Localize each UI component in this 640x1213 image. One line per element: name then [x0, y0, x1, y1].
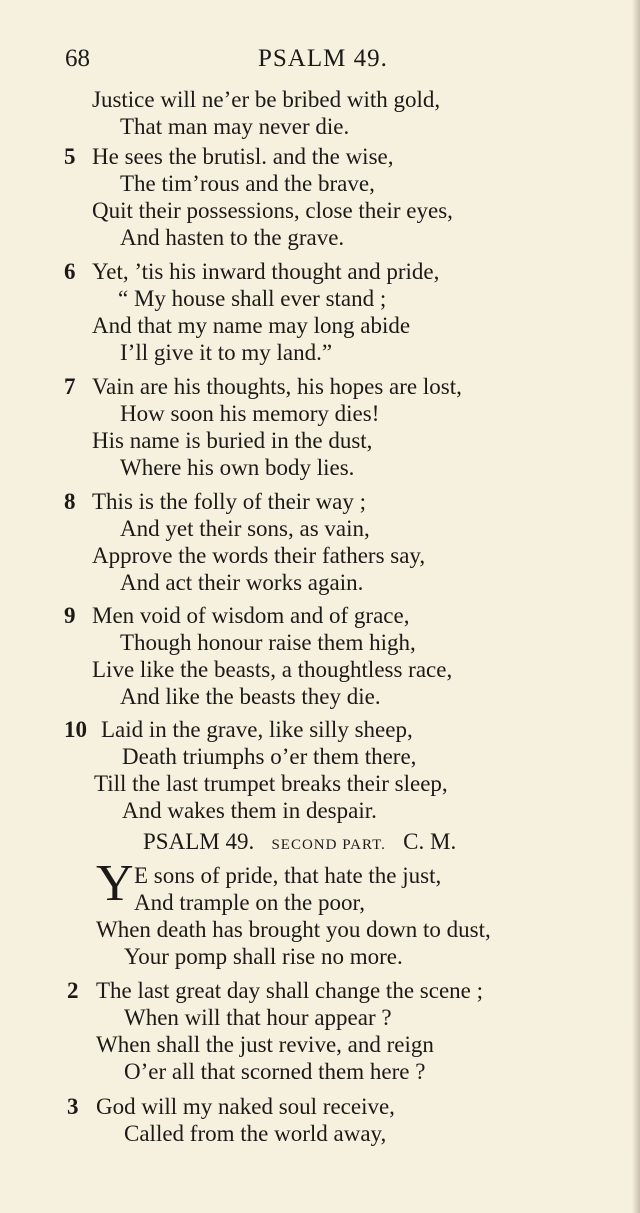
- verse-line: Approve the words their fathers say,: [92, 543, 426, 568]
- stanza-number: 5: [64, 144, 76, 169]
- verse-line: Laid in the grave, like silly sheep,: [101, 717, 413, 742]
- verse-line: E sons of pride, that hate the just,: [134, 863, 442, 888]
- section-part-label: SECOND PART.: [271, 837, 386, 853]
- running-head: PSALM 49.: [258, 45, 388, 72]
- verse-line: Yet, ’tis his inward thought and pride,: [92, 259, 440, 284]
- stanza-number: 10: [64, 717, 87, 742]
- verse-line: Called from the world away,: [124, 1121, 387, 1146]
- stanza-number: 8: [64, 489, 76, 514]
- verse-line: The last great day shall change the scene ;: [96, 978, 484, 1003]
- verse-line: This is the folly of their way ;: [92, 489, 367, 514]
- section-meter: C. M.: [403, 829, 457, 854]
- verse-line: Men void of wisdom and of grace,: [92, 603, 410, 628]
- verse-line: And like the beasts they die.: [120, 684, 381, 709]
- verse-line: Your pomp shall rise no more.: [124, 944, 403, 969]
- verse-line: Live like the beasts, a thoughtless race,: [92, 657, 453, 682]
- verse-line: When will that hour appear ?: [124, 1005, 392, 1030]
- verse-line: And act their works again.: [120, 570, 364, 595]
- stanza-number: 6: [64, 259, 76, 284]
- verse-line: When shall the just revive, and reign: [96, 1032, 434, 1057]
- verse-line: Justice will ne’er be bribed with gold,: [92, 87, 441, 112]
- verse-line: Till the last trumpet breaks their sleep,: [94, 771, 448, 796]
- drop-cap: Y: [96, 855, 134, 912]
- verse-line: And wakes them in despair.: [122, 798, 377, 823]
- verse-line: God will my naked soul receive,: [96, 1094, 395, 1119]
- verse-line: O’er all that scorned them here ?: [124, 1059, 426, 1084]
- page-edge-shadow: [632, 0, 640, 1213]
- verse-line: And that my name may long abide: [92, 313, 411, 338]
- verse-line: I’ll give it to my land.”: [120, 340, 333, 365]
- verse-line: How soon his memory dies!: [120, 401, 380, 426]
- verse-line: Though honour raise them high,: [120, 630, 416, 655]
- section-title: PSALM 49.: [143, 829, 255, 854]
- verse-line: And yet their sons, as vain,: [120, 516, 370, 541]
- verse-line: Death triumphs o’er them there,: [122, 744, 417, 769]
- verse-line: And hasten to the grave.: [120, 225, 345, 250]
- stanza-number: 9: [64, 603, 76, 628]
- page-number: 68: [65, 45, 90, 72]
- verse-line: Quit their possessions, close their eyes,: [92, 198, 453, 223]
- stanza-number: 7: [64, 374, 76, 399]
- stanza-number: 2: [67, 978, 79, 1003]
- verse-line: Vain are his thoughts, his hopes are lost,: [92, 374, 462, 399]
- verse-line: Where his own body lies.: [120, 455, 355, 480]
- verse-line: His name is buried in the dust,: [92, 428, 373, 453]
- verse-line: He sees the brutisl. and the wise,: [92, 144, 394, 169]
- verse-line: And trample on the poor,: [134, 890, 365, 915]
- section-heading: [143, 828, 456, 859]
- stanza-number: 3: [67, 1094, 79, 1119]
- verse-line: “ My house shall ever stand ;: [118, 286, 387, 311]
- verse-line: That man may never die.: [120, 114, 350, 139]
- verse-line: The tim’rous and the brave,: [120, 171, 375, 196]
- verse-line: When death has brought you down to dust,: [96, 917, 491, 942]
